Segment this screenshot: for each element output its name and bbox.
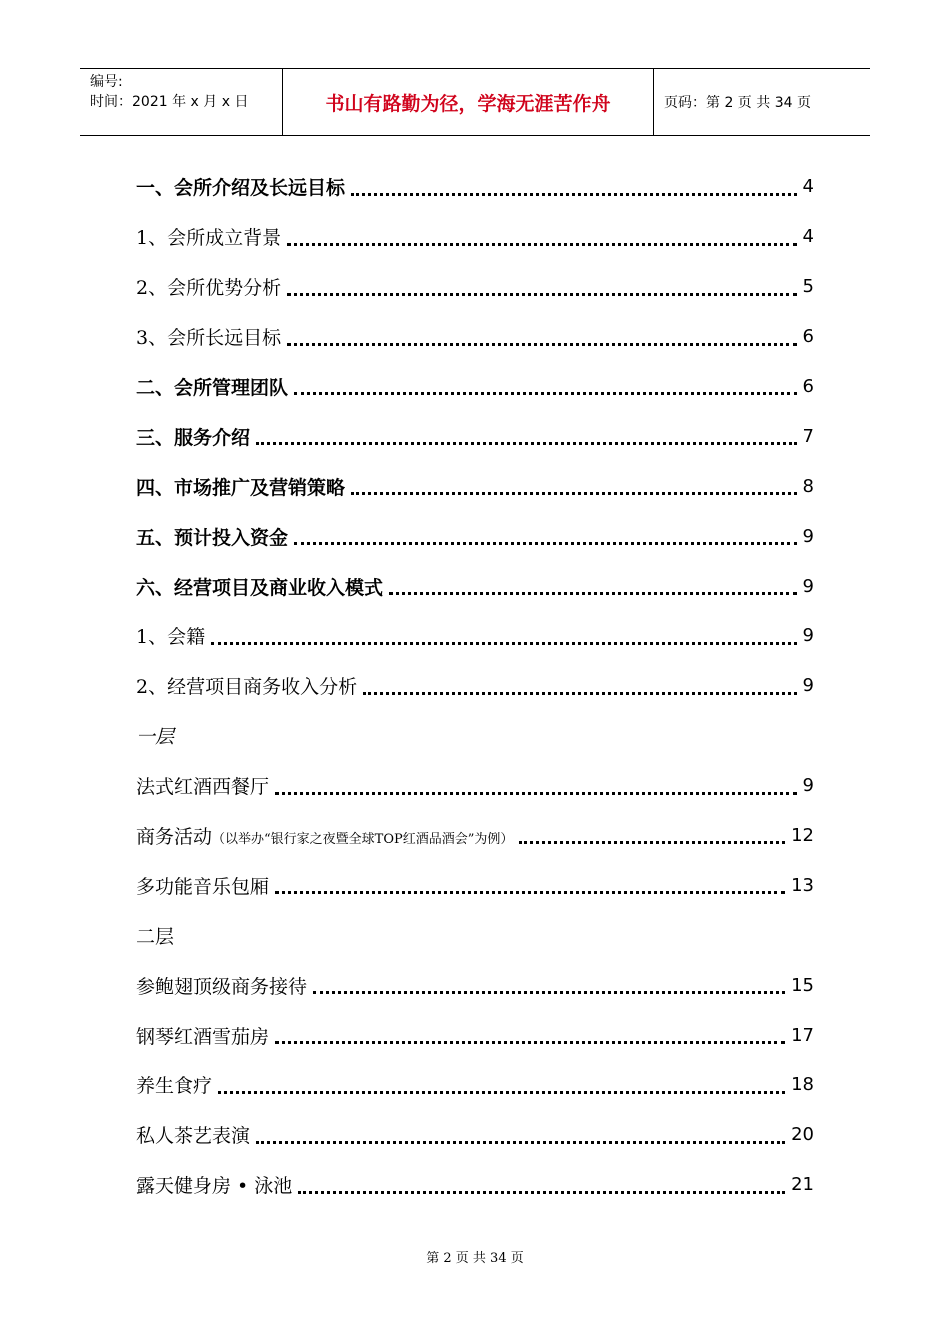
dot-leader bbox=[275, 890, 785, 894]
toc-entry-text: 私人茶艺表演 bbox=[136, 1125, 251, 1148]
section-floor-one: 一层 bbox=[136, 726, 175, 749]
toc-entry-text: 1、会籍 bbox=[136, 626, 206, 649]
toc-entry[interactable] bbox=[136, 212, 814, 262]
toc-entry-text: 露天健身房 • 泳池 bbox=[136, 1175, 293, 1198]
page-info: 页码：第 2 页 共 34 页 bbox=[664, 95, 811, 111]
dot-leader bbox=[256, 1140, 785, 1144]
toc-entry-title bbox=[136, 523, 288, 550]
toc-entry[interactable] bbox=[136, 262, 814, 312]
dot-leader bbox=[298, 1190, 785, 1194]
section-floor-two: 二层 bbox=[136, 925, 175, 948]
toc-entry-title bbox=[136, 273, 281, 300]
toc-entry[interactable] bbox=[136, 611, 814, 661]
toc-entry-title bbox=[136, 173, 345, 200]
toc-entry[interactable] bbox=[136, 561, 814, 611]
toc-entry[interactable] bbox=[136, 411, 814, 461]
toc-entry-page: 9 bbox=[802, 575, 814, 597]
toc-entry[interactable] bbox=[136, 461, 814, 511]
toc-entry[interactable] bbox=[136, 661, 814, 711]
toc-entry-title bbox=[136, 1121, 250, 1148]
toc-entry-page: 9 bbox=[802, 775, 814, 797]
toc-entry-text: 2、会所优势分析 bbox=[136, 277, 282, 300]
toc-entry-note: （以举办“银行家之夜暨全球TOP红酒品酒会”为例） bbox=[212, 832, 514, 848]
toc-entry[interactable] bbox=[136, 811, 814, 861]
dot-leader bbox=[287, 342, 796, 346]
dot-leader bbox=[351, 192, 797, 196]
toc-entry[interactable] bbox=[136, 1060, 814, 1110]
toc-entry-page: 9 bbox=[802, 525, 814, 547]
toc-entry-text: 三、服务介绍 bbox=[136, 426, 251, 449]
toc-entry-title bbox=[136, 373, 288, 400]
motto: 书山有路勤为径，学海无涯苦作舟 bbox=[282, 69, 654, 135]
toc-entry[interactable] bbox=[136, 960, 814, 1010]
toc-entry-page: 6 bbox=[802, 326, 814, 348]
toc-entry-title bbox=[136, 1022, 269, 1049]
toc-entry-page: 18 bbox=[791, 1074, 814, 1096]
dot-leader bbox=[294, 391, 797, 395]
toc-entry-page: 6 bbox=[802, 376, 814, 397]
toc-entry-page: 5 bbox=[802, 276, 814, 298]
header-left-cell bbox=[80, 69, 282, 135]
toc-entry[interactable] bbox=[136, 1110, 814, 1160]
toc-entry[interactable] bbox=[136, 162, 814, 212]
toc-entry-title bbox=[136, 423, 250, 450]
toc-entry-page: 15 bbox=[791, 974, 814, 996]
toc-entry[interactable] bbox=[136, 362, 814, 412]
toc-entry-title bbox=[136, 672, 357, 699]
toc-entry-page: 17 bbox=[791, 1024, 814, 1046]
toc-entry-title bbox=[136, 772, 269, 799]
toc-entry-page: 13 bbox=[791, 874, 814, 896]
toc-entry-text: 四、市场推广及营销策略 bbox=[136, 476, 346, 499]
toc-entry-title bbox=[136, 822, 513, 849]
toc-entry-page: 12 bbox=[791, 825, 814, 847]
dot-leader bbox=[389, 591, 797, 595]
toc-entry-text: 多功能音乐包厢 bbox=[136, 875, 270, 898]
toc-entry-page: 21 bbox=[791, 1174, 814, 1196]
toc-entry-text: 商务活动 bbox=[136, 826, 213, 849]
dot-leader bbox=[211, 641, 796, 645]
toc-entry-page: 8 bbox=[802, 475, 814, 497]
toc-entry-title bbox=[136, 223, 281, 250]
toc-entry-title bbox=[136, 1171, 292, 1198]
table-of-contents bbox=[136, 162, 814, 1210]
toc-entry[interactable] bbox=[136, 312, 814, 362]
toc-entry-page: 7 bbox=[802, 425, 814, 447]
toc-entry-page: 20 bbox=[791, 1124, 814, 1146]
dot-leader bbox=[351, 491, 797, 495]
dot-leader bbox=[275, 791, 797, 795]
number-label: 编号: bbox=[90, 74, 123, 90]
toc-entry-title bbox=[136, 972, 307, 999]
dot-leader bbox=[294, 541, 797, 545]
page-header bbox=[80, 68, 870, 136]
toc-entry-page: 9 bbox=[802, 675, 814, 697]
dot-leader bbox=[519, 840, 785, 844]
toc-entry-title bbox=[136, 1071, 212, 1098]
toc-entry-text: 1、会所成立背景 bbox=[136, 227, 282, 250]
toc-entry-text: 2、经营项目商务收入分析 bbox=[136, 676, 358, 699]
toc-entry-text: 五、预计投入资金 bbox=[136, 526, 289, 549]
toc-entry[interactable] bbox=[136, 511, 814, 561]
toc-entry-text: 法式红酒西餐厅 bbox=[136, 776, 270, 799]
toc-entry-page: 4 bbox=[802, 226, 814, 248]
dot-leader bbox=[313, 990, 785, 994]
toc-entry-page: 9 bbox=[802, 625, 814, 647]
dot-leader bbox=[218, 1090, 785, 1094]
toc-entry-title bbox=[136, 872, 269, 899]
page-footer: 第 2 页 共 34 页 bbox=[426, 1251, 524, 1266]
dot-leader bbox=[287, 242, 796, 246]
toc-entry-text: 六、经营项目及商业收入模式 bbox=[136, 576, 384, 599]
toc-entry[interactable] bbox=[136, 1010, 814, 1060]
dot-leader bbox=[275, 1040, 785, 1044]
toc-entry-title bbox=[136, 473, 345, 500]
toc-entry-text: 养生食疗 bbox=[136, 1075, 213, 1098]
toc-entry-title bbox=[136, 573, 383, 600]
dot-leader bbox=[287, 292, 796, 296]
dot-leader bbox=[363, 691, 796, 695]
dot-leader bbox=[256, 441, 797, 445]
toc-entry-page: 4 bbox=[802, 176, 814, 198]
toc-entry[interactable] bbox=[136, 860, 814, 910]
toc-entry-text: 钢琴红酒雪茄房 bbox=[136, 1025, 270, 1048]
toc-entry[interactable] bbox=[136, 761, 814, 811]
toc-entry-text: 参鲍翅顶级商务接待 bbox=[136, 975, 308, 998]
toc-entry-text: 一、会所介绍及长远目标 bbox=[136, 177, 346, 200]
toc-entry-title bbox=[136, 323, 281, 350]
toc-entry-title bbox=[136, 622, 205, 649]
toc-entry-text: 3、会所长远目标 bbox=[136, 327, 282, 350]
toc-entry-text: 二、会所管理团队 bbox=[136, 377, 289, 399]
time-label: 时间：2021 年 x 月 x 日 bbox=[90, 94, 249, 110]
toc-entry[interactable] bbox=[136, 1160, 814, 1210]
